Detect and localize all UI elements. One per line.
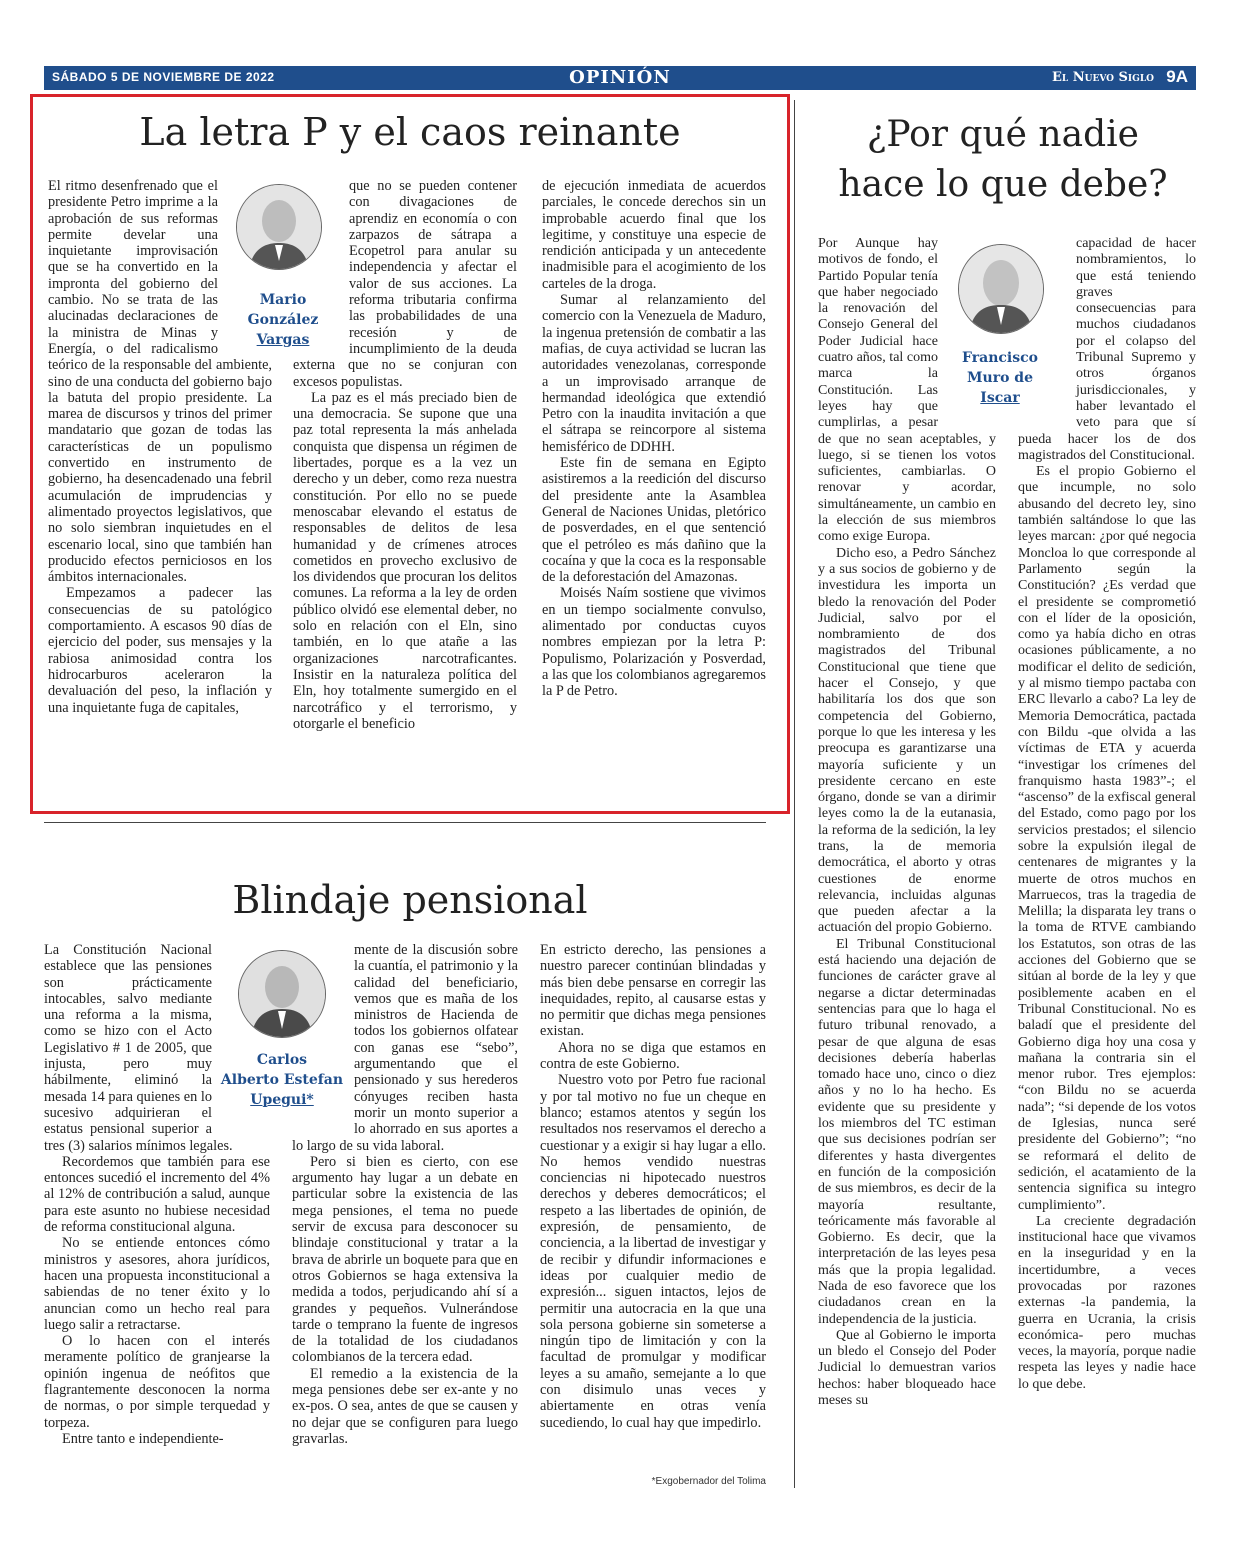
article3-paragraph: capacidad de hacer nombramientos, lo que está teniendo graves consecuencias para muchos ciudadanos por el colapso del Tribunal Supremo y otros órganos jurisdiccionales, y haber levantado el veto para que sí pueda hacer los de dos magistrados del Constitucional. [1018, 236, 1196, 463]
article2-title: Blindaje pensional [232, 878, 588, 922]
article3-paragraph: Es el propio Gobierno el que incumple, no solo abusando del decreto ley, sino también saltándose lo que las leyes marcan: ¿por qué negocia Moncloa lo que corresponde al Parlamento según la Constitución? ¿Es verdad que el presidente se comprometió con el líder de la oposición, como ya había dicho en otras ocasiones públicamente, a no modificar el delito de sedición, y al mismo tiempo pactaba con ERC llevarlo a cabo? La ley de Memoria Democrática, pactada con Bildu -que olvida a las víctimas de ETA y acuerda “investigar los crímenes del franquismo hasta 1983”-; el “ascenso” de la exfiscal general del Estado, como pago por los servicios prestados; el silencio sobre la expulsión ilegal de centenares de migrantes y la muerte de otros muchos en Marruecos, tras la tragedia de Melilla; la disparata ley trans o la toma de RTVE cambiando los Estatutos, son otras de las acciones del Gobierno que se sitúan al borde de la ley y que posiblemente acaben en el Tribunal Constitucional. No es baladí que el presidente del Gobierno diga hoy una cosa y mañana la contraria sin el menor rubor. Tres ejemplos: “con Bildu no se acuerda nada”; “si depende de los votos de Iglesias, nunca seré presidente del Gobierno”; “no se reformará el delito de sedición, el acatamiento de la sentencia significa su integro cumplimiento”. [1018, 464, 1197, 1213]
article1-paragraph: La paz es el más preciado bien de una democracia. Se supone que una paz total representa la más anhelada conquista que dispensa un régimen de libertades, porque es a la vez un derecho y un deber, como reza nuestra constitución. Por ello no se puede menoscabar elevando el estatus de responsables de delitos de lesa humanidad y de crímenes atroces cometidos en provecho exclusivo de los dividendos que procuran los delitos comunes. La reforma a la ley de orden público olvidó ese elemental deber, no solo en relación con el Eln, sino también, en lo que atañe a las organizaciones narcotraficantes. Insistir en la naturaleza política del Eln, hoy totalmente sumergido en el narcotráfico y el terrorismo, y otorgarle el beneficio [293, 389, 517, 732]
section-title: OPINIÓN [569, 67, 671, 88]
newspaper-name: El Nuevo Siglo [1052, 70, 1154, 85]
author-footnote: *Exgobernador del Tolima [651, 1476, 766, 1487]
author-name-line: Muro de [967, 370, 1033, 386]
article2-paragraph: Ahora no se diga que estamos en contra de este Gobierno. [540, 1039, 766, 1073]
article2-paragraph: En estricto derecho, las pensiones a nuestro parecer continúan blindadas y más bien debe pensarse en corregir las inequidades, repito, al causarse estas y no permitir que dichas mega pensiones existan. [540, 942, 766, 1040]
page-number: 9A [1166, 67, 1188, 86]
article3-column-2 [1018, 236, 1196, 1492]
article3-paragraph: La creciente degradación institucional hace que vivamos en la inseguridad y en la incertidumbre, a veces provocadas por razones externas -la pandemia, la guerra en Ucrania, la crisis económica- pero muchas veces, la mayoría, porque nadie respeta las leyes y nadie hace lo que debe. [1018, 1213, 1196, 1392]
article1-paragraph: Moisés Naím sostiene que vivimos en un tiempo socialmente convulso, alimentado por conductas cuyos nombres empiezan por la letra P: Populismo, Polarización y Posverdad, a las que los colombianos agregaremos la P de Petro. [542, 585, 766, 700]
article1-paragraph: Empezamos a padecer las consecuencias de su patológico comportamiento. A escasos 90 días de ejercicio del poder, sus mensajes y la rabiosa animosidad contra los hidrocarburos aceleraron la devaluación del peso, la inflación y una inquietante fuga de capitales, [48, 585, 272, 716]
author-name-line: Francisco [962, 350, 1038, 366]
article1-column-1 [48, 178, 272, 790]
article2-column-2 [292, 942, 518, 1492]
author-name-line: Iscar [980, 390, 1020, 406]
article1-paragraph: que no se pueden contener con divagaciones de aprendiz en economía o con zarpazos de sátrapa a Ecopetrol para anular su independencia y afectar el valor de sus acciones. La reforma tributaria confirma las probabilidades de una recesión y de incumplimiento de la deuda externa que no se conjuran con excesos populistas. [293, 178, 517, 390]
article3-paragraph: Que al Gobierno le importa un bledo el Consejo del Poder Judicial lo demuestran varios hechos: haber bloqueado hace meses su [818, 1327, 996, 1409]
author-name-line: Upegui* [250, 1092, 314, 1108]
article1-column-2 [293, 178, 517, 790]
article2-paragraph: Nuestro voto por Petro fue racional y por tal motivo no fue un cheque en blanco; estamos atentos y según los resultados nos reservamos el derecho a cuestionar y a exigir si hay lugar a ello. No hemos vendido nuestras conciencias ni hipotecado nuestros derechos y deberes democráticos; el respeto a las libertades de opinión, de expresión, de pensamiento, de conciencia, a la libertad de investigar y de recibir y difundir informaciones e ideas por cualquier medio de expresión... siguen intactos, lejos de permitir una autocracia en la que una sola persona gobierne sin someterse a ningún tipo de limitación y con la facultad de promulgar y modificar leyes a su amaño, semejante a lo que con disimulo unas veces y abiertamente en otras venía sucediendo, lo cual hay que impedirlo. [540, 1072, 766, 1431]
article2-paragraph: Pero si bien es cierto, con ese argumento hay lugar a un debate en particular sobre la existencia de las mega pensiones, el tema no puede servir de excusa para desconocer su blindaje constitucional y tratar a la brava de abrirle un boquete para que en otros Gobiernos se haga extensiva la medida a todos, perjudicando ahí sí a grandes y pequeños. Vulnerándose tarde o temprano la fuente de ingresos de la totalidad de los ciudadanos colombianos de la tercera edad. [292, 1153, 518, 1366]
article3-paragraph: El Tribunal Constitucional está haciendo una dejación de funciones de carácter grave al negarse a dictar determinadas sentencias para que lo haga el futuro tribunal renovado, a pesar de que alguna de esas decisiones debería haberlas tomado hace uno, cinco o diez años y no lo ha hecho. Es evidente que su presidente y los miembros del TC estiman que sus decisiones podrían ser diferentes y hasta divergentes en función de la composición de sus miembros, es decir de la mayoría resultante, teóricamente más favorable al Gobierno. Es decir, que la interpretación de las leyes pesa más que la propia legalidad. Nada de eso favorece que los ciudadanos crean en la independencia de la justicia. [818, 936, 996, 1327]
author-name-line: Mario [259, 292, 307, 308]
column-divider [794, 100, 795, 1488]
article1-paragraph: de ejecución inmediata de acuerdos parciales, le concede derechos sin un improbable acuerdo final que los legitime, y constituye una especie de rendición anticipada y un antecedente inadmisible para el acogimiento de los carteles de la droga. [542, 178, 766, 292]
article2-paragraph: Recordemos que también para ese entonces sucedió el incremento del 4% al 12% de contribución a salud, aunque para este asunto no hubiese necesidad de reforma constitucional alguna. [44, 1153, 270, 1236]
article3-title-line: hace lo que debe? [838, 164, 1168, 205]
article1-paragraph: Este fin de semana en Egipto asistiremos a la reedición del discurso del presidente ante la Asamblea General de Naciones Unidas, pletórico de posverdades, en el que sentenció que el petróleo es más dañino que la cocaína y que la coca es la responsable de la deforestación del Amazonas. [542, 455, 766, 586]
article1-column-3 [542, 178, 766, 790]
article2-paragraph: O lo hacen con el interés meramente político de granjearse la opinión ingenua de neófitos que flagrantemente desconocen la norma de normas, o por simple terquedad y torpeza. [44, 1333, 270, 1431]
article2-column-1 [44, 942, 270, 1492]
article3-column-1 [818, 236, 996, 1492]
article2-paragraph: Entre tanto e independiente- [62, 1430, 224, 1447]
article1-paragraph: El ritmo desenfrenado que el presidente Petro imprime a la aprobación de sus reformas permite develar una inquietante improvisación que se ha convertido en la impronta del gobierno del cambio. No se trata de las alucinadas declaraciones de la ministra de Minas y Energía, o del radicalismo teórico de la responsable del ambiente, sino de una conducta del gobierno bajo la batuta del propio presidente. La marea de discursos y trinos del primer mandatario que gozan de todas las características de un populismo convertido en instrumento de gobierno, ha desencadenado una febril acumulación de imprudencias y alimentado proyectos legislativos, que no solo siembran inquietudes en el escenario local, sino que también han producido efectos perniciosos en los ámbitos internacionales. [48, 178, 272, 586]
article2-paragraph: La Constitución Nacional establece que las pensiones son prácticamente intocables, salvo mediante una reforma a la misma, como se hizo con el Acto Legislativo # 1 de 2005, que injusta, pero muy hábilmente, eliminó la mesada 14 para quienes en lo sucesivo adquirieran el estatus pensional superior a tres (3) salarios mínimos legales. [44, 942, 233, 1154]
article2-paragraph: No se entiende entonces cómo ministros y asesores, ahora jurídicos, hacen una propuesta inconstitucional a sabiendas de no tener éxito y lo anuncian como un hecho real para luego salir a retractarse. [44, 1235, 270, 1333]
header-band [44, 66, 1196, 90]
issue-date: SÁBADO 5 DE NOVIEMBRE DE 2022 [52, 70, 275, 84]
article3-title [806, 110, 1200, 210]
author-name-line: Carlos [256, 1052, 308, 1068]
article3-paragraph: Por Aunque hay motivos de fondo, el Partido Popular tenía que haber negociado la renovación del Consejo General del Poder Judicial hace cuatro años, tal como marca la Constitución. Las leyes hay que cumplirlas, a pesar de que no sean aceptables, y luego, si se tienen los votos suficientes, cambiarlas. O renovar y acordar, simultáneamente, un cambio en la elección de sus miembros como exige Europa. [818, 236, 996, 545]
author-name-line: Alberto Estefan [220, 1072, 344, 1088]
article3-paragraph: Dicho eso, a Pedro Sánchez y a sus socios de gobierno y de investidura les importa un bledo la renovación del Poder Judicial, salvo por el nombramiento de dos magistrados del Tribunal Constitucional que tiene que hacer el Consejo, y que habilitaría los dos que son competencia del Gobierno, porque lo que les interesa y les preocupa es garantizarse una mayoría suficiente y un presidente cercano en este órgano, donde se van a dirimir leyes como la de la eutanasia, la reforma de la sedición, la ley trans, la de memoria democrática, el aborto y otras cuestiones de enorme relevancia, incluidas algunas que pueden afectar a la actuación del propio Gobierno. [818, 545, 996, 936]
article2-paragraph: mente de la discusión sobre la cuantía, el patrimonio y la calidad del beneficiario, vemos que es maña de los ministros de Hacienda de todos los gobiernos olfatear con ganas ese “sebo”, argumentando que el pensionado y sus herederos cónyuges reciben hasta morir un monto superior a lo ahorrado en sus aportes a lo largo de su vida laboral. [292, 942, 518, 1154]
author-name-line: Vargas [256, 332, 310, 348]
section-divider [44, 822, 766, 823]
article3-title-line: ¿Por qué nadie [867, 114, 1139, 155]
article2-column-3 [540, 942, 766, 1472]
author-name-line: González [247, 312, 319, 328]
article2-paragraph: El remedio a la existencia de la mega pensiones debe ser ex-ante y no ex-pos. O sea, antes de que se causen y no dejar que se configuren para luego gravarlas. [292, 1365, 518, 1447]
article1-paragraph: Sumar al relanzamiento del comercio con la Venezuela de Maduro, la ingenua pretensión de combatir a las mafias, de cuya actividad se lucran las autoridades venezolanas, corresponde a un improvisado arranque de hermandad ideológica que extendió Petro con la inaudita invitación a que el sátrapa se reincorpore al sistema hemisférico de DDHH. [542, 292, 766, 455]
article1-title: La letra P y el caos reinante [139, 110, 681, 154]
